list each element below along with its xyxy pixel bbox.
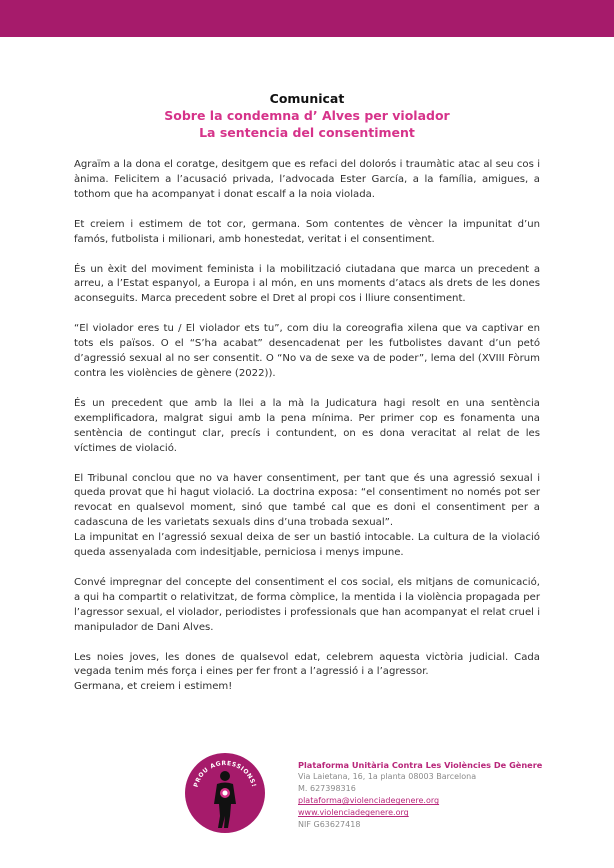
organization-name: Plataforma Unitària Contra Les Violències De Gènere <box>298 760 543 770</box>
logo-emblem-icon <box>184 752 266 834</box>
website-link[interactable]: www.violenciadegenere.org <box>298 808 409 818</box>
paragraph: “El violador eres tu / El violador ets tu”, com diu la coreografia xilena que va captivar en tots els països. O el “S’ha acabat” desencadenat per les futbolistes davant d’un petó d’agressió sexual al no ser consentit. O “No va de sexe va de poder”, lema del (XVIII Fòrum contra les violències de gènere (2022)). <box>74 323 540 379</box>
logo-text: PROU AGRESSIONS! <box>192 759 258 789</box>
document-subtitle-1: Sobre la condemna d’ Alves per violador <box>164 108 450 123</box>
organization-phone: M. 627398316 <box>298 784 356 794</box>
top-color-band <box>0 0 614 37</box>
paragraph: Convé impregnar del concepte del consentiment el cos social, els mitjans de comunicació, a qui ha compartit o relativitzat, de forma còmplice, la mentida i la violència propagada per l’agressor sexual, el violador, periodistes i professionals que han acompanyat el relat cruel i manipulador de Dani Alves. <box>74 576 540 633</box>
document-header <box>0 90 614 141</box>
organization-logo <box>184 752 266 834</box>
document-body <box>74 158 540 695</box>
paragraph: Les noies joves, les dones de qualsevol edat, celebrem aquesta victòria judicial. Cada vegada tenim més força i eines per fer front a l’agressió i a l’agressor. <box>74 651 540 678</box>
paragraph: Et creiem i estimem de tot cor, germana. Som contentes de vèncer la impunitat d’un famós, futbolista i milionari, amb honestedat, veritat i el consentiment. <box>74 218 540 245</box>
email-link[interactable]: plataforma@violenciadegenere.org <box>298 796 440 806</box>
organization-contact <box>298 759 542 832</box>
organization-nif: NIF G63627418 <box>298 820 361 830</box>
paragraph: És un èxit del moviment feminista i la mobilització ciutadana que marca un precedent a arreu, a l’Estat espanyol, a Europa i al món, en uns moments d’atacs als drets de les dones aconseguits. Marca precedent sobre el Dret al propi cos i lliure consentiment. <box>74 263 540 305</box>
document-title: Comunicat <box>269 91 345 106</box>
closing-line: Germana, et creiem i estimem! <box>74 681 233 693</box>
organization-address: Via Laietana, 16, 1a planta 08003 Barcelona <box>298 772 477 782</box>
paragraph: La impunitat en l’agressió sexual deixa de ser un bastió intocable. La cultura de la violació queda assenyalada com indesitjable, perniciosa i menys impune. <box>74 532 540 559</box>
paragraph: El Tribunal conclou que no va haver consentiment, per tant que és una agressió sexual i queda provat que hi hagut violació. La doctrina exposa: “el consentiment no només pot ser revocat en qualsevol moment, sinó que també cal que es doni el consentiment per a cadascuna de les varietats sexuals dins d’una trobada sexual”. <box>74 472 540 529</box>
paragraph: Agraïm a la dona el coratge, desitgem que es refaci del dolorós i traumàtic atac al seu cos i ànima. Felicitem a l’acusació privada, l’advocada Ester García, a la família, amigues, a tothom que ha acompanyat i donat escalf a la noia violada. <box>74 159 540 200</box>
paragraph: És un precedent que amb la llei a la mà la Judicatura hagi resolt en una sentència exemplificadora, malgrat sigui amb la pena mínima. Per primer cop es fonamenta una sentència de contingut clar, precís i contundent, on es dona veracitat al relat de les víctimes de violació. <box>74 397 540 454</box>
document-subtitle-2: La sentencia del consentiment <box>199 125 415 140</box>
